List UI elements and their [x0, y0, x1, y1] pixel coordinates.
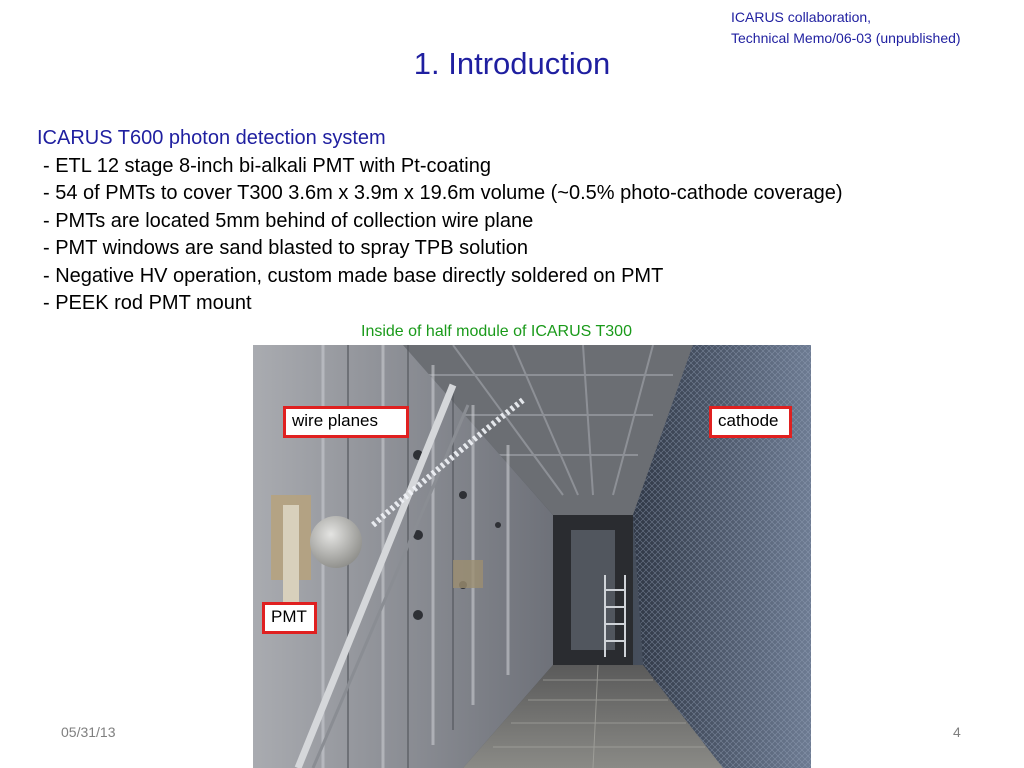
page-number: 4: [953, 724, 961, 740]
bullet-list: [43, 153, 842, 317]
footer-date: 05/31/13: [61, 724, 116, 740]
figure-caption: Inside of half module of ICARUS T300: [361, 323, 632, 340]
citation-line-2: Technical Memo/06-03 (unpublished): [731, 30, 961, 46]
bullet-item: - PEEK rod PMT mount: [43, 292, 252, 315]
section-heading: ICARUS T600 photon detection system: [37, 127, 386, 149]
pmt-label: PMT: [262, 602, 317, 634]
citation-line-1: ICARUS collaboration,: [731, 9, 872, 25]
cathode-label: cathode: [709, 406, 792, 438]
citation-note: [731, 7, 961, 49]
bullet-item: - PMTs are located 5mm behind of collection wire plane: [43, 209, 534, 232]
bullet-item: - ETL 12 stage 8-inch bi-alkali PMT with Pt-coating: [43, 155, 491, 177]
wire-planes-label: wire planes: [283, 406, 409, 438]
bullet-item: - Negative HV operation, custom made base directly soldered on PMT: [43, 264, 664, 287]
slide-title: 1. Introduction: [413, 46, 611, 81]
bullet-item: - 54 of PMTs to cover T300 3.6m x 3.9m x 19.6m volume (~0.5% photo-cathode coverage): [43, 182, 843, 205]
bullet-item: - PMT windows are sand blasted to spray TPB solution: [43, 237, 529, 260]
